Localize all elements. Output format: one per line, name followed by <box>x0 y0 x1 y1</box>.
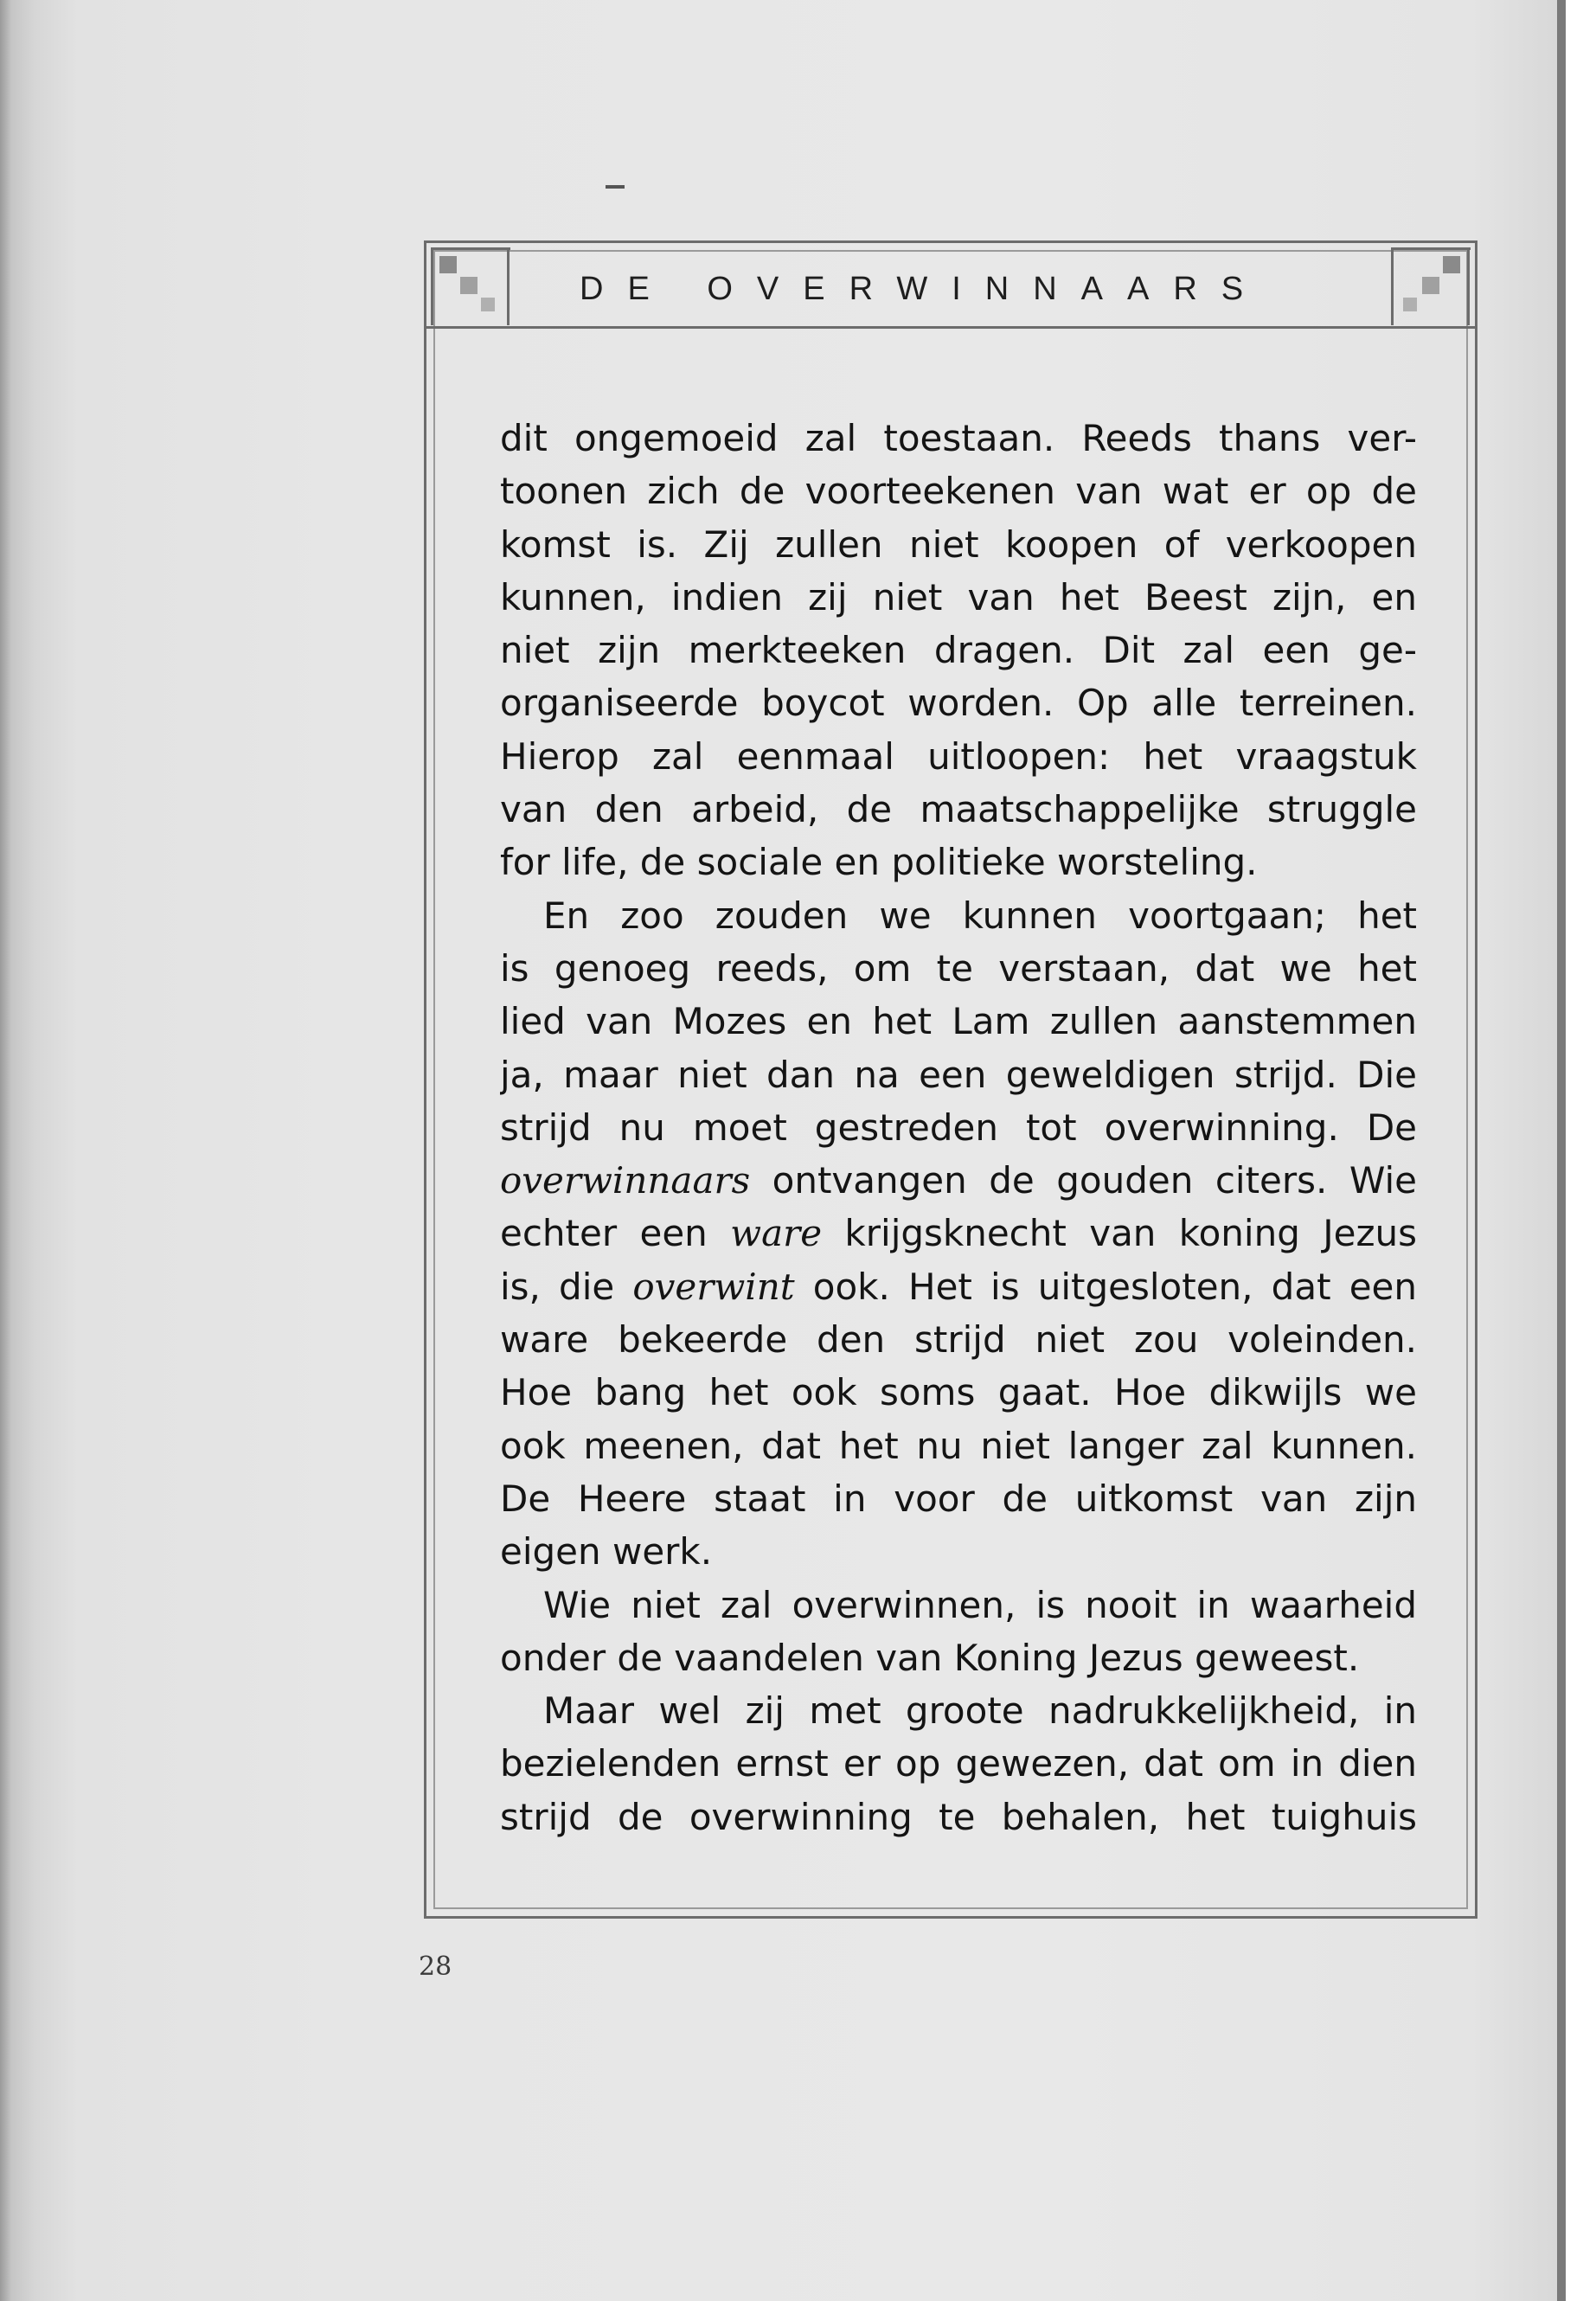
text-line: ware bekeerde den strijd niet zou voleinden. <box>500 1318 1417 1362</box>
text-line: bezielenden ernst er op gewezen, dat om in dien <box>500 1742 1417 1785</box>
text-line: En zoo zouden we kunnen voortgaan; het <box>543 894 1417 937</box>
text-line: niet zijn merkteeken dragen. Dit zal een ge- <box>500 629 1417 672</box>
text-line: ja, maar niet dan na een geweldigen strijd. Die <box>500 1053 1417 1096</box>
page-number: 28 <box>419 1952 452 1982</box>
body-text <box>500 412 1417 1843</box>
print-speck <box>606 185 625 189</box>
text-run: echter een <box>500 1212 731 1255</box>
text-run: ontvangen de gouden citers. Wie <box>750 1159 1417 1202</box>
text-line: dit ongemoeid zal toestaan. Reeds thans ver- <box>500 417 1417 459</box>
text-run: ook. Het is uitgesloten, dat een <box>794 1265 1417 1308</box>
header-ornament-left <box>431 247 510 325</box>
emphasis: overwint <box>632 1265 795 1308</box>
text-line: strijd de overwinning te behalen, het tuighuis <box>500 1795 1417 1838</box>
text-line: toonen zich de voorteekenen van wat er op de <box>500 470 1417 513</box>
text-run: krijgsknecht van koning Jezus <box>822 1212 1417 1255</box>
text-line: eigen werk. <box>500 1530 713 1574</box>
text-line: for life, de sociale en politieke worsteling. <box>500 841 1258 884</box>
text-run: is, die <box>500 1265 633 1308</box>
emphasis: overwinnaars <box>500 1159 751 1202</box>
text-line <box>500 1154 1417 1207</box>
text-line <box>500 1207 1417 1259</box>
text-line: ook meenen, dat het nu niet langer zal kunnen. <box>500 1424 1417 1467</box>
text-line: lied van Mozes en het Lam zullen aanstemmen <box>500 1000 1417 1043</box>
text-line: Maar wel zij met groote nadrukkelijkheid, in <box>543 1689 1417 1733</box>
text-line: komst is. Zij zullen niet koopen of verkoopen <box>500 522 1417 566</box>
text-line: kunnen, indien zij niet van het Beest zijn, en <box>500 575 1417 619</box>
text-line: organiseerde boycot worden. Op alle terreinen. <box>500 682 1417 725</box>
header-ornament-right <box>1391 247 1471 325</box>
emphasis: ware <box>730 1212 823 1255</box>
text-line: Hierop zal eenmaal uitloopen: het vraagstuk <box>500 734 1417 778</box>
text-line: van den arbeid, de maatschappelijke struggle <box>500 788 1417 831</box>
text-line <box>500 1260 1417 1313</box>
page-left-edge <box>0 0 12 2301</box>
text-line: is genoeg reeds, om te verstaan, dat we het <box>500 946 1417 990</box>
text-line: strijd nu moet gestreden tot overwinning. De <box>500 1106 1417 1149</box>
text-line: Wie niet zal overwinnen, is nooit in waarheid <box>543 1583 1417 1626</box>
running-header-title: DE OVERWINNAARS <box>580 271 1268 307</box>
text-line: onder de vaandelen van Koning Jezus geweest. <box>500 1636 1360 1679</box>
text-line: Hoe bang het ook soms gaat. Hoe dikwijls we <box>500 1371 1417 1414</box>
text-line: De Heere staat in voor de uitkomst van zijn <box>500 1477 1417 1520</box>
page-right-edge <box>1557 0 1566 2301</box>
